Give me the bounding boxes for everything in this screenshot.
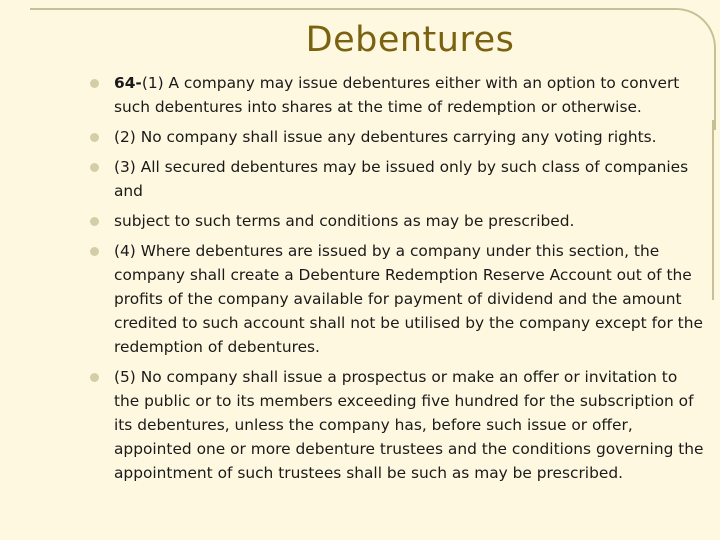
bullet-text: (5) No company shall issue a prospectus or make an offer or invitation to the public or to its members exceeding five hundred for the subscription of its debentures, unless the company has, before such issue or offer, appointed one or more debenture trustees and the conditions governing the appointment of such trustees shall be such as may be prescribed. xyxy=(114,368,704,482)
bullet-dot-icon xyxy=(90,79,99,88)
bullet-text: (4) Where debentures are issued by a company under this section, the company shall create a Debenture Redemption Reserve Account out of the profits of the company available for payment of dividend and the amount credited to such account shall not be utilised by the company except for the redemption of debentures. xyxy=(114,242,703,356)
section-number: 64- xyxy=(114,74,142,92)
bullet-dot-icon xyxy=(90,163,99,172)
bullet-dot-icon xyxy=(90,217,99,226)
bullet-text: subject to such terms and conditions as may be prescribed. xyxy=(114,212,575,230)
bullet-item xyxy=(94,71,704,119)
bullet-list xyxy=(94,71,704,491)
bullet-item xyxy=(94,365,704,485)
bullet-dot-icon xyxy=(90,247,99,256)
bullet-text: (2) No company shall issue any debentures carrying any voting rights. xyxy=(114,128,657,146)
bullet-text: (1) A company may issue debentures either with an option to convert such debentures into shares at the time of redemption or otherwise. xyxy=(114,74,680,116)
slide-title: Debentures xyxy=(305,20,515,60)
bullet-text: (3) All secured debentures may be issued only by such class of companies and xyxy=(114,158,689,200)
decorative-frame-side xyxy=(712,120,714,300)
bullet-item xyxy=(94,125,704,149)
bullet-dot-icon xyxy=(90,373,99,382)
bullet-item xyxy=(94,239,704,359)
bullet-item xyxy=(94,155,704,203)
bullet-item xyxy=(94,209,704,233)
bullet-dot-icon xyxy=(90,133,99,142)
